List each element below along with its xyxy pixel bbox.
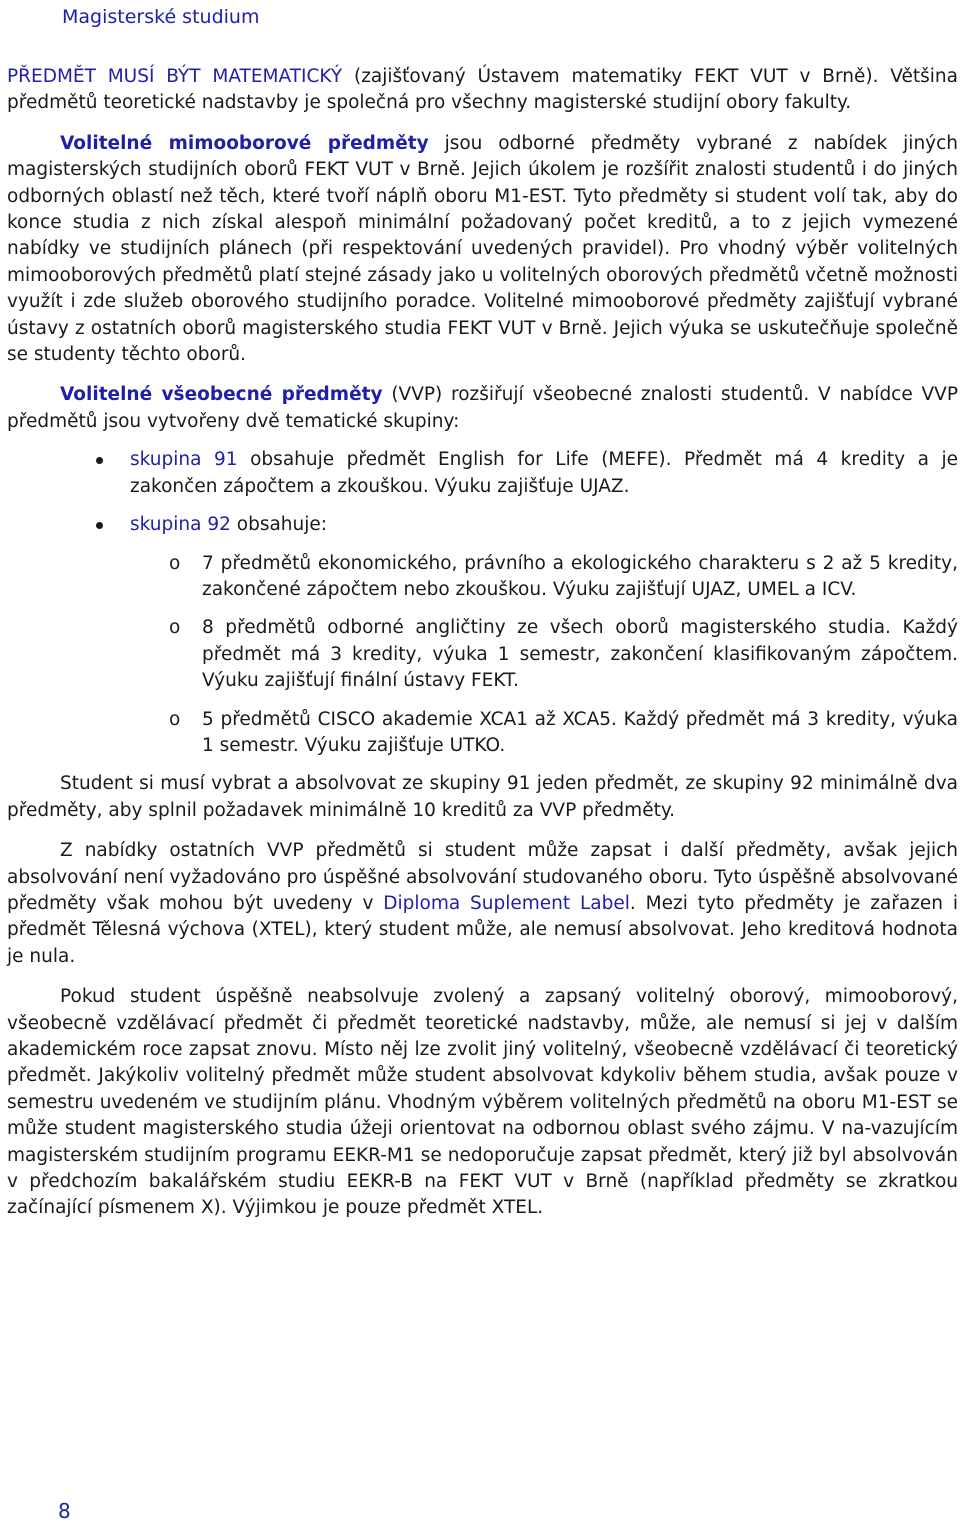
paragraph-other-subjects [7, 838, 958, 970]
paragraph-elective-interdisciplinary [7, 131, 958, 369]
diploma-supplement-link[interactable]: Diploma Suplement Label [383, 892, 630, 914]
sublist-item [130, 551, 958, 604]
circle-bullet-icon: o [169, 552, 181, 574]
sublist-item [130, 707, 958, 760]
group-92-label: skupina 92 [130, 514, 231, 536]
document-body [7, 64, 958, 1222]
bullet-icon [96, 457, 103, 464]
term-elective-general: Volitelné všeobecné předměty [60, 384, 383, 406]
paragraph-text: . Mezi tyto předměty je zařazen i předmět Tělesná výchova (XTEL), který student může, ale nemusí absolvovat. Jeho kreditová hodnota je nula. [7, 892, 958, 967]
term-elective-interdisciplinary: Volitelné mimooborové předměty [60, 132, 429, 154]
paragraph-text: jsou odborné předměty vybrané z nabídek jiných magisterských studijních oborů FEKT VUT v Brně. Jejich úkolem je rozšířit znalosti studentů i do jiných odborných oblastí než těch, které tvoří náplň oboru M1-EST. Tyto předměty si student volí tak, aby do konce studia z nich získal alespoň minimální požadovaný počet kreditů, a to z jejich vymezené nabídky ve studijních plánech (při respektování uvedených pravidel). Pro vhodný výběr volitelných mimooborových předmětů platí stejné zásady jako u volitelných oborových předmětů včetně možnosti využít i zde služeb oborového studijního poradce. Volitelné mimooborové předměty zajišťují vybrané ústavy z ostatních oborů magisterského studia FEKT VUT v Brně. Jejich výuka se uskutečňuje společně se studenty těchto oborů. [7, 132, 959, 366]
group-list [7, 447, 958, 759]
paragraph-mathematics [7, 64, 958, 117]
sublist-item-text: 5 předmětů CISCO akademie XCA1 až XCA5. Každý předmět má 3 kredity, výuka 1 semestr. Výuku zajišťuje UTKO. [202, 708, 958, 756]
paragraph-text: (zajišťovaný Ústavem matematiky FEKT VUT v Brně). Většina předmětů teoretické nadstavby je společná pro všechny magisterské studijní obory fakulty. [7, 66, 958, 114]
sublist-item-text: 8 předmětů odborné angličtiny ze všech oborů magisterského studia. Každý předmět má 3 kredity, výuka 1 semestr, zakončení klasifikovaným zápočtem. Výuku zajišťují finální ústavy FEKT. [202, 617, 958, 692]
bullet-icon [96, 522, 103, 529]
paragraph-failed-subjects: Pokud student úspěšně neabsolvuje zvolený a zapsaný volitelný oborový, mimooborový, všeobecně vzdělávací předmět či předmět teoretické nadstavby, může, ale nemusí si jej v dalším akademickém roce zapsat znovu. Místo něj lze zvolit jiný volitelný, všeobecně vzdělávací či teoretický předmět. Jakýkoliv volitelný předmět může student absolvovat kdykoliv během studia, avšak pouze v semestru uvedeném ve studijním plánu. Vhodným výběrem volitelných předmětů na oboru M1-EST se může student magisterského studia úžeji orientovat na odbornou oblast svého zájmu. V na-vazujícím magisterském studijním programu EEKR-M1 se nedoporučuje zapsat předmět, který již byl absolvován v předchozím bakalářském studiu EEKR-B na FEKT VUT v Brně (například předměty se zkratkou začínající písmenem X). Výjimkou je pouze předmět XTEL. [7, 986, 958, 1219]
group-91-label: skupina 91 [130, 449, 238, 471]
list-item-group-91 [7, 447, 958, 500]
group-91-text: obsahuje předmět English for Life (MEFE). Předmět má 4 kredity a je zakončen zápočtem a zkouškou. Výuku zajišťuje UJAZ. [130, 449, 959, 497]
group-92-sublist [130, 551, 958, 760]
circle-bullet-icon: o [169, 617, 181, 639]
page-number: 8 [58, 1499, 71, 1523]
sublist-item [130, 615, 958, 694]
paragraph-elective-general [7, 382, 958, 435]
mathematics-heading: PŘEDMĚT MUSÍ BÝT MATEMATICKÝ [7, 66, 343, 87]
group-92-text: obsahuje: [230, 514, 327, 536]
paragraph-text: (VVP) rozšiřují všeobecné znalosti studentů. V nabídce VVP předmětů jsou vytvořeny dvě tematické skupiny: [7, 384, 958, 432]
sublist-item-text: 7 předmětů ekonomického, právního a ekologického charakteru s 2 až 5 kredity, zakončené zápočtem nebo zkouškou. Výuku zajišťují UJAZ, UMEL a ICV. [202, 552, 958, 600]
paragraph-requirements: Student si musí vybrat a absolvovat ze skupiny 91 jeden předmět, ze skupiny 92 minimálně dva předměty, aby splnil požadavek minimálně 10 kreditů za VVP předměty. [7, 773, 958, 821]
paragraph-text: Z nabídky ostatních VVP předmětů si student může zapsat i další předměty, avšak jejich absolvování není vyžadováno pro úspěšné absolvování studovaného oboru. Tyto úspěšně absolvované předměty však mohou být uvedeny v [7, 840, 958, 914]
page-header: Magisterské studium [62, 6, 260, 28]
circle-bullet-icon: o [169, 708, 181, 730]
list-item-group-92 [7, 512, 958, 759]
